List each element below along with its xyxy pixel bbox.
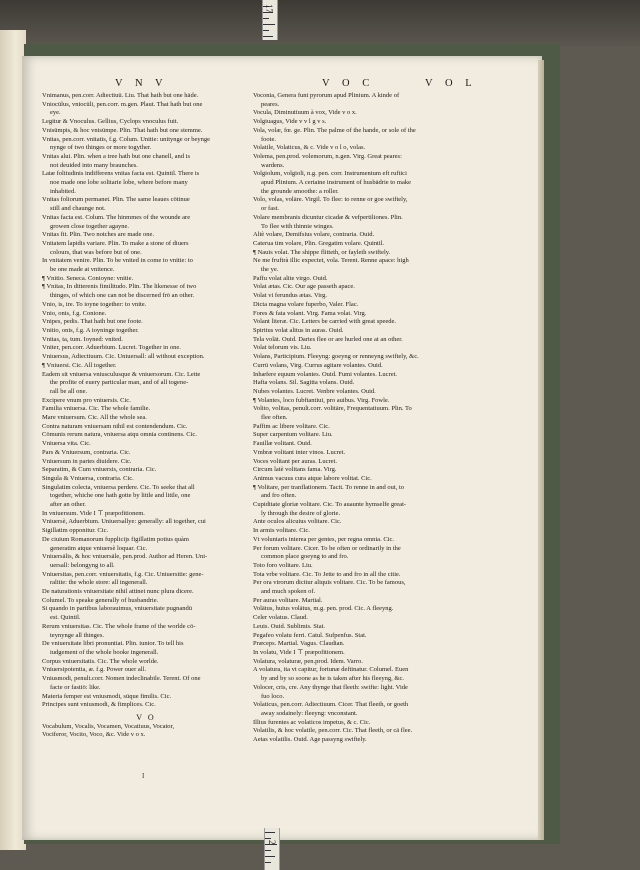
entry-line: eye. xyxy=(50,109,61,117)
entry-line: Vnitas alui. Plin. when a tree hath but one chanell, and is xyxy=(42,152,191,160)
entry-line: Tota vrbe volitare. Cic. To Jette to and fro in all the citie. xyxy=(253,570,401,578)
entry-line: Vociferor, Vocito, Voco, &c. Vide v o x. xyxy=(42,731,146,739)
entry-line: Excipere vnum pro vniuersis. Cic. xyxy=(42,396,131,404)
entry-line: the ye. xyxy=(261,266,279,274)
entry-line: Volat vi ferundus ætas. Virg. xyxy=(253,292,327,300)
entry-line: ¶ Vniuersi. Cic. All together. xyxy=(42,361,117,369)
entry-line: Vola, volæ, fœ. ge. Plin. The palme of the hande, or sole of the xyxy=(253,126,416,134)
entry-line: Inhæfere equum volantes. Ouid. Fumi volantes. Lucret. xyxy=(253,370,398,378)
entry-line: by and by so soone as he is taken after his fleeyng, &c. xyxy=(261,675,404,683)
entry-line: Fores & fata volant. Virg. Fama volat. Virg. xyxy=(253,309,367,317)
ruler-bottom xyxy=(264,828,280,870)
entry-line: Corpus vniuersitatis. Cic. The whole worlde. xyxy=(42,657,159,665)
entry-line: Hafta volans. Sil. Sagitta volans. Ouid. xyxy=(253,379,355,387)
entry-line: Cōmunis rerum natura, vniuersa atqu omnia continens. Cic. xyxy=(42,431,197,439)
entry-line: ¶ Nauis volat. The shippe flitteth, or fayleth swiftely. xyxy=(253,248,391,256)
entry-line: Volātus, huius volātus, m.g. pen. prod. Cic. A fleeyng. xyxy=(253,605,394,613)
entry-line: Vnitas, pen.corr. vnitatis, f.g. Colum. Unitie: unitynge or beynge xyxy=(42,135,211,143)
entry-line: est. Quintil. xyxy=(50,614,81,622)
scan-background-top xyxy=(0,0,640,46)
entry-line: Illius furentes ac volaticos impetus, & c. Cic. xyxy=(253,718,371,726)
entry-line: and much spoken of. xyxy=(261,588,316,596)
entry-line: Celer volatus. Claud. xyxy=(253,614,308,622)
entry-line: Volat telorum vis. Liu. xyxy=(253,344,312,352)
entry-line: Eadem sit vniuersa vniusculusque & vniuersorum. Cic. Lette xyxy=(42,370,201,378)
left-column-entries xyxy=(42,92,250,710)
entry-line: teynynge all thinges. xyxy=(50,631,104,639)
entry-line: Vnimanus, pen.corr. Adiectiuū. Liu. That hath but one hāde. xyxy=(42,92,199,99)
entry-line: Ante oculos alicuius volitare. Cic. xyxy=(253,518,342,526)
entry-line: the profite of euery particular man, and of all togene- xyxy=(50,379,189,387)
entry-line: nynge of two thinges or more togyther. xyxy=(50,144,152,152)
entry-line: Vnio, onis, f.g. Conione. xyxy=(42,309,107,317)
entry-line: ¶ Volitare, per tranflationem. Tacit. To renne in and out, to xyxy=(253,483,405,491)
entry-line: Vnipes, pedis. That hath but one foote. xyxy=(42,318,143,326)
entry-line: ¶ Vnitio. Seneca. Conioyne: vnitie. xyxy=(42,274,134,282)
entry-line: Per auras volitare. Martial. xyxy=(253,596,323,604)
entry-line: Vmbræ volitant inter vinos. Lucret. xyxy=(253,448,346,456)
entry-line: Volito, volitas, penult.corr. volitāre, Frequentatiuum. Plin. To xyxy=(253,405,412,413)
entry-line: Aetas volatilis. Ouid. Age passyng swiftely. xyxy=(253,736,367,744)
ruler-top xyxy=(262,0,278,40)
entry-line: Animus vacuus cura atque labore volitat. Cic. xyxy=(253,474,372,482)
entry-line: Vniuersipotentia, æ. f.g. Power ouer all. xyxy=(42,666,146,674)
entry-line: In armis volitare. Cic. xyxy=(253,527,310,535)
entry-line: Volgiolum, volgioli, n.g. pen. corr. Instrumentum eft ruftici xyxy=(253,170,407,178)
entry-line: Volant literæ. Cic. Letters be carried with great speede. xyxy=(253,318,397,326)
entry-line: Circum latè volitans fama. Virg. xyxy=(253,466,337,474)
entry-line: Vniusmodi, penult.corr. Nomen indeclinabile. Terent. Of one xyxy=(42,675,201,683)
entry-line: De vniuersitate libri pronuntiat. Plin. iunior. To tell his xyxy=(42,640,184,648)
entry-line: together, whiche one hath gotte by little and little, one xyxy=(50,492,191,500)
entry-line: Vnitas foliorum permanet. Plin. The same leaues cōtinue xyxy=(42,196,190,204)
entry-line: Per ora virorum dicitur aliquis volitare. Cic. To be famous, xyxy=(253,579,406,587)
entry-line: apud Plinium. A certaine instrument of husbādrie to make xyxy=(261,179,412,187)
entry-line: Volat ætas. Cic. Our age passeth apace. xyxy=(253,283,355,291)
entry-line: the grounde smoothe: a roller. xyxy=(261,187,339,195)
entry-line: Pars & Vniuersum, contraria. Cic. xyxy=(42,448,131,456)
entry-line: away sodainely: fleeyng: vnconstant. xyxy=(261,709,358,717)
entry-line: Vocabulum, Vocalis, Vocamen, Vocatiuus, Vocator, xyxy=(42,722,175,730)
entry-line: Vnitas, ta, tum. Ioyned: vnited. xyxy=(42,335,123,343)
entry-line: uersall: belongyng to all. xyxy=(50,561,115,569)
entry-line: rall be all one. xyxy=(50,387,88,395)
page-fore-edge xyxy=(538,60,544,840)
entry-line: Vnitio, onis, f.g. A ioyninge together. xyxy=(42,326,139,334)
entry-line: be one made at vnitence. xyxy=(50,266,115,274)
entry-line: Præceps. Martial. Vagus. Claudian. xyxy=(253,640,345,648)
entry-line: ¶ Volantes, loco fubftantiui, pro auibus. Virg. Fowle. xyxy=(253,396,390,404)
entry-line: Sigillatim opponitur. Cic. xyxy=(42,527,109,535)
entry-line: Caterua tim volare, Plin. Gregatim volare. Quintil. xyxy=(253,239,385,247)
running-head-right: V O L xyxy=(425,78,477,89)
entry-line: Volgiuagus, Vide v v l g v s. xyxy=(253,118,327,126)
entry-line: Super carpentum volitare. Liu. xyxy=(253,431,333,439)
entry-line: Vniuersa vita. Cic. xyxy=(42,440,91,448)
entry-line: Singula & Vniuersa, contraria. Cic. xyxy=(42,474,134,482)
entry-line: Volatile, Volaticus, & c. Vide v o l o, volas. xyxy=(253,144,366,152)
entry-line: Volocer, cris, cre. Any thynge that fleeth: swifte: light. Vide xyxy=(253,683,408,691)
entry-line: thinges, of which one can not be discerned frō an other. xyxy=(50,292,195,300)
entry-line: inhabited. xyxy=(50,187,76,195)
entry-line: or fast. xyxy=(261,205,280,213)
entry-line: Latæ folitudinis indifferens vnitas facta est. Quintil. There is xyxy=(42,170,200,178)
entry-line: Paffu volat alite virgo. Ouid. xyxy=(253,274,328,282)
entry-line: Materia femper est vniusmodi, sūque fimilis. Cic. xyxy=(42,692,172,700)
entry-line: Leuis. Ouid. Sublimis. Stat. xyxy=(253,622,326,630)
entry-line: Volare membranis dicuntur cicadæ & vefpertiliones. Plin. xyxy=(253,213,403,221)
entry-line: Spiritus volat alitus in auras. Ouid. xyxy=(253,326,344,334)
entry-line: Si quando in partibus laborauimus, vniuersitate pugnandū xyxy=(42,605,193,613)
entry-line: facte or fastiō: like. xyxy=(50,683,101,691)
entry-line: common place goeyng to and fro. xyxy=(261,553,349,561)
entry-line: Vnitas facta est. Colum. The hinmmes of the wounde are xyxy=(42,213,191,221)
right-column-entries xyxy=(253,92,525,745)
entry-line: Columel. To speake generally of husbandrie. xyxy=(42,596,159,604)
entry-line: To flee with thinnie winges. xyxy=(261,222,334,230)
entry-line: wardens. xyxy=(261,161,285,169)
entry-line: Vniuersālis, & hoc vniuersāle, pen.prod. Author ad Heren. Uni- xyxy=(42,553,208,561)
entry-line: ly through the desire of glorie. xyxy=(261,509,341,517)
entry-line: Dicta magna volare fuperbo, Valer. Flac. xyxy=(253,300,359,308)
ruler-bottom-label: 2 xyxy=(267,840,277,845)
ruler-top-label: 17 xyxy=(264,4,274,13)
entry-line: Vniuersitas, pen.corr. vniuersitatis, f.g. Cic. Uniuersitie: gene- xyxy=(42,570,204,578)
entry-line: growen close together agayne. xyxy=(50,222,130,230)
entry-line: Fauillæ volitant. Ouid. xyxy=(253,440,312,448)
entry-line: ralitie: the whole store: all ingenerall. xyxy=(50,579,148,587)
entry-line: Vniocūlus, vniocūli, pen.corr. m.gen. Plaut. That hath but one xyxy=(42,100,203,108)
entry-line: generatim atque vniuersè loquar. Cic. xyxy=(50,544,148,552)
entry-line: Currū volans, Virg. Currus agitare volantes. Ouid. xyxy=(253,361,383,369)
entry-line: Singulatim colecta, vniuersa perdere. Cic. To seeke that all xyxy=(42,483,195,491)
entry-line: Vt voluntaris interea per gentes, per regna omnia. Cic. xyxy=(253,535,394,543)
entry-line: noe made one lobe solitarie lobe, where before many xyxy=(50,179,188,187)
entry-line: Volema, pen.prod. volemorum, n.gen. Virg. Great peares: xyxy=(253,152,402,160)
entry-line: Ne me fruftrà illic expectet, vola. Terent. Renne apace: high xyxy=(253,257,409,265)
entry-line: ¶ Vnitas, In ditterenis fimilitudo. Plin. The likenesse of two xyxy=(42,283,197,291)
left-column xyxy=(42,92,250,740)
entry-line: flee often. xyxy=(261,414,288,422)
entry-line: Volans, Participium. Fleeyng: goeyng or renneyng swiftely, &c. xyxy=(253,353,419,361)
entry-line: Contra naturam vniuersam nihil est contendendum. Cic. xyxy=(42,422,188,430)
entry-line: iudgement of the whole booke ingenerall. xyxy=(50,649,159,656)
section-heading-vo: V O xyxy=(136,712,156,722)
entry-line: Voces volitant per auras. Lucret. xyxy=(253,457,337,465)
entry-line: fuo loco. xyxy=(261,692,285,700)
entry-line: De ciuium Romanorum fupplicijs figillatim potius quàm xyxy=(42,535,189,543)
entry-line: Vniuersus, Adiectiuum. Cic. Uniuersall: all without exception. xyxy=(42,353,205,361)
signature-mark: I xyxy=(142,772,145,780)
entry-line: colours, that was before but of one. xyxy=(50,248,142,256)
entry-line: Familia vniuersa. Cic. The whole familie. xyxy=(42,405,151,413)
entry-line: Per forum volitare. Cicer. To be often or ordinarily in the xyxy=(253,544,401,552)
entry-line: Mare vniuersum. Cic. All the whole sea. xyxy=(42,414,147,422)
entry-line: after an other. xyxy=(50,501,86,509)
entry-line: Vnisūmpis, & hoc vnisūmpe. Plin. That hath but one stemme. xyxy=(42,126,203,134)
entry-line: Legitur & Vnoculus. Gellius, Cyclops vnoculus fuit. xyxy=(42,118,179,126)
entry-line: Toto foro volitare. Liu. xyxy=(253,561,313,569)
entry-line: Vniuersum in partes diuidere. Cic. xyxy=(42,457,132,465)
entry-line: Vnitas fit. Plin. Two notches are made one. xyxy=(42,231,155,239)
entry-line: In vniuersum. Vide I ⊤ præpofitionem. xyxy=(42,509,145,517)
running-head-middle: V O C xyxy=(322,78,375,89)
entry-line: still and chaunge not. xyxy=(50,205,106,213)
left-column-tail xyxy=(42,723,250,740)
entry-line: Pegafeo volatu ferri. Catul. Sufpenfus. Stat. xyxy=(253,631,367,639)
entry-line: Vnitatem lapidis variare. Plin. To make a stone of diuers xyxy=(42,239,189,247)
entry-line: In volatu, Vide I ⊤ præpofitionem. xyxy=(253,649,345,656)
entry-line: Principes sunt vniusmodi, & fimplices. Cic. xyxy=(42,701,156,709)
entry-line: Tela volāt. Ouid. Dartes flee or are hurled one at an other. xyxy=(253,335,403,343)
entry-line: Voconia, Genera funt pyrorum apud Plinium. A kinde of xyxy=(253,92,400,99)
entry-line: Vnio, is, ire. To ioyne together: to vnite. xyxy=(42,300,147,308)
entry-line: not deuided into many braunches. xyxy=(50,161,138,169)
entry-line: Volo, volas, volāre. Virgil. To flee: to renne or goe swiftely, xyxy=(253,196,408,204)
entry-line: Vniuersè, Aduerbium. Uniuersallye: generally: all together, cui xyxy=(42,518,206,526)
entry-line: Nubes volantes. Lucret. Venbre volantes. Ouid. xyxy=(253,387,376,395)
entry-line: A volatura, ita vt capitur, fortunæ deftinatur. Columel. Euen xyxy=(253,666,409,674)
entry-line: Volaticus, pen.corr. Adiectiuum. Cicer. That fleeth, or goeth xyxy=(253,701,409,709)
running-head-left: V N V xyxy=(115,78,168,89)
right-column xyxy=(253,92,525,745)
entry-line: Vniter, pen.corr. Aduerbium. Lucret. Together in one. xyxy=(42,344,181,352)
entry-line: Volatura, volaturæ, pen.prod. Idem. Varro. xyxy=(253,657,363,665)
entry-line: Separatim, & Cum vniuersis, contraria. Cic. xyxy=(42,466,157,474)
entry-line: Vocula, Diminutiuum à vox, Vide v o x. xyxy=(253,109,357,117)
entry-line: peares. xyxy=(261,100,280,108)
entry-line: In vnitatem venire. Plin. To be vnited in come to vnitie: to xyxy=(42,257,193,265)
entry-line: De naturationis vniuersitate nihil attinet nunc plura dicere. xyxy=(42,588,194,596)
entry-line: Altè volare, Demifsius volare, contraria. Ouid. xyxy=(253,231,375,239)
entry-line: foote. xyxy=(261,135,276,143)
entry-line: Paffim ac libere volitare. Cic. xyxy=(253,422,330,430)
entry-line: Volatilis, & hoc volatile, pen.corr. Cic. That fleeth, or cā flee. xyxy=(253,727,413,735)
entry-line: Cupiditate gloriæ volitare. Cic. To auaunte hymselfe great- xyxy=(253,501,407,509)
entry-line: Rerum vniuersitas. Cic. The whole frame of the worlde cō- xyxy=(42,622,196,630)
entry-line: and fro often. xyxy=(261,492,297,500)
